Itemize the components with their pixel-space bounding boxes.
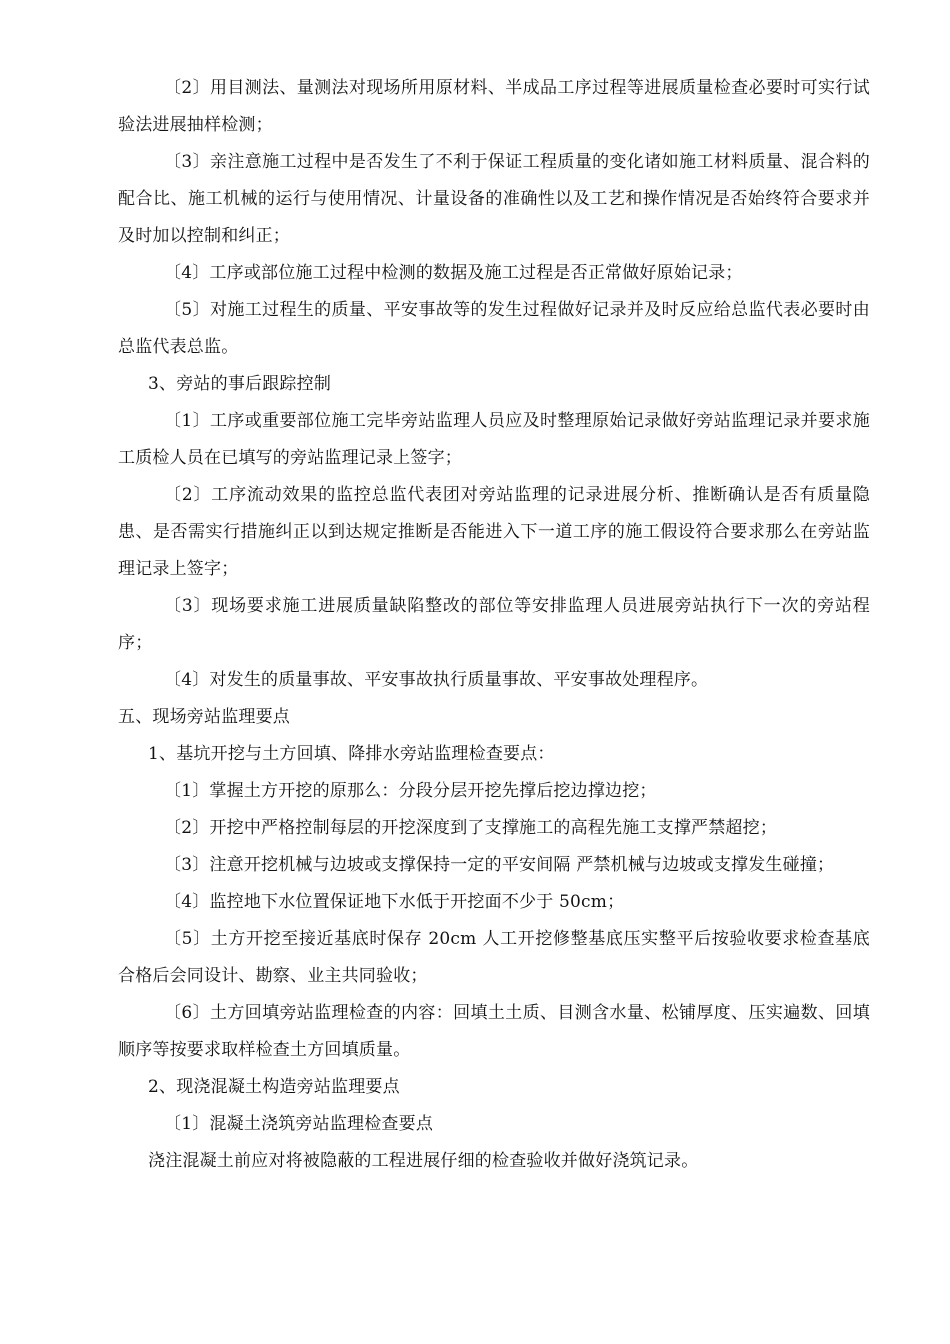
paragraph-item-2: 〔2〕用目测法、量测法对现场所用原材料、半成品工序过程等进展质量检查必要时可实行试验法进展抽样检测； — [118, 78, 870, 135]
paragraph-item-3c: 〔3〕注意开挖机械与边坡或支撑保持一定的平安间隔 严禁机械与边坡或支撑发生碰撞； — [164, 855, 835, 875]
paragraph-item-1c: 〔1〕掌握土方开挖的原那么：分段分层开挖先撑后挖边撑边挖； — [164, 781, 657, 801]
paragraph-item-1d: 〔1〕混凝土浇筑旁站监理检查要点 — [164, 1114, 434, 1134]
paragraph-item-6c: 〔6〕土方回填旁站监理检查的内容：回填土土质、目测含水量、松铺厚度、压实遍数、回填顺序等按要求取样检查土方回填质量。 — [118, 1003, 870, 1060]
paragraph-item-5c: 〔5〕土方开挖至接近基底时保存 20cm 人工开挖修整基底压实整平后按验收要求检查基底合格后会同设计、勘察、业主共同验收； — [118, 929, 870, 986]
paragraph-item-3b: 〔3〕现场要求施工进展质量缺陷整改的部位等安排监理人员进展旁站执行下一次的旁站程序； — [118, 596, 870, 653]
section-heading-3: 3、旁站的事后跟踪控制 — [148, 374, 332, 394]
paragraph-item-1: 〔1〕工序或重要部位施工完毕旁站监理人员应及时整理原始记录做好旁站监理记录并要求施工质检人员在已填写的旁站监理记录上签字； — [118, 411, 870, 468]
document-body — [118, 70, 870, 1180]
paragraph-item-4: 〔4〕工序或部位施工过程中检测的数据及施工过程是否正常做好原始记录； — [164, 263, 743, 283]
chapter-heading-5: 五、现场旁站监理要点 — [118, 707, 290, 727]
section-heading-1: 1、基坑开挖与土方回填、降排水旁站监理检查要点： — [148, 744, 555, 764]
paragraph-item-5: 〔5〕对施工过程生的质量、平安事故等的发生过程做好记录并及时反应给总监代表必要时由总监代表总监。 — [118, 300, 870, 357]
paragraph-item-4b: 〔4〕对发生的质量事故、平安事故执行质量事故、平安事故处理程序。 — [164, 670, 709, 690]
section-heading-2: 2、现浇混凝土构造旁站监理要点 — [148, 1077, 400, 1097]
paragraph-item-2b: 〔2〕工序流动效果的监控总监代表团对旁站监理的记录进展分析、推断确认是否有质量隐患、是否需实行措施纠正以到达规定推断是否能进入下一道工序的施工假设符合要求那么在旁站监理记录上签字； — [118, 485, 870, 579]
paragraph-item-4c: 〔4〕监控地下水位置保证地下水低于开挖面不少于 50cm； — [164, 892, 625, 912]
paragraph-item-2c: 〔2〕开挖中严格控制每层的开挖深度到了支撑施工的高程先施工支撑严禁超挖； — [164, 818, 778, 838]
paragraph-body: 浇注混凝土前应对将被隐蔽的工程进展仔细的检查验收并做好浇筑记录。 — [148, 1151, 699, 1171]
paragraph-item-3: 〔3〕亲注意施工过程中是否发生了不利于保证工程质量的变化诸如施工材料质量、混合料的配合比、施工机械的运行与使用情况、计量设备的准确性以及工艺和操作情况是否始终符合要求并及时加以控制和纠正； — [118, 152, 870, 246]
